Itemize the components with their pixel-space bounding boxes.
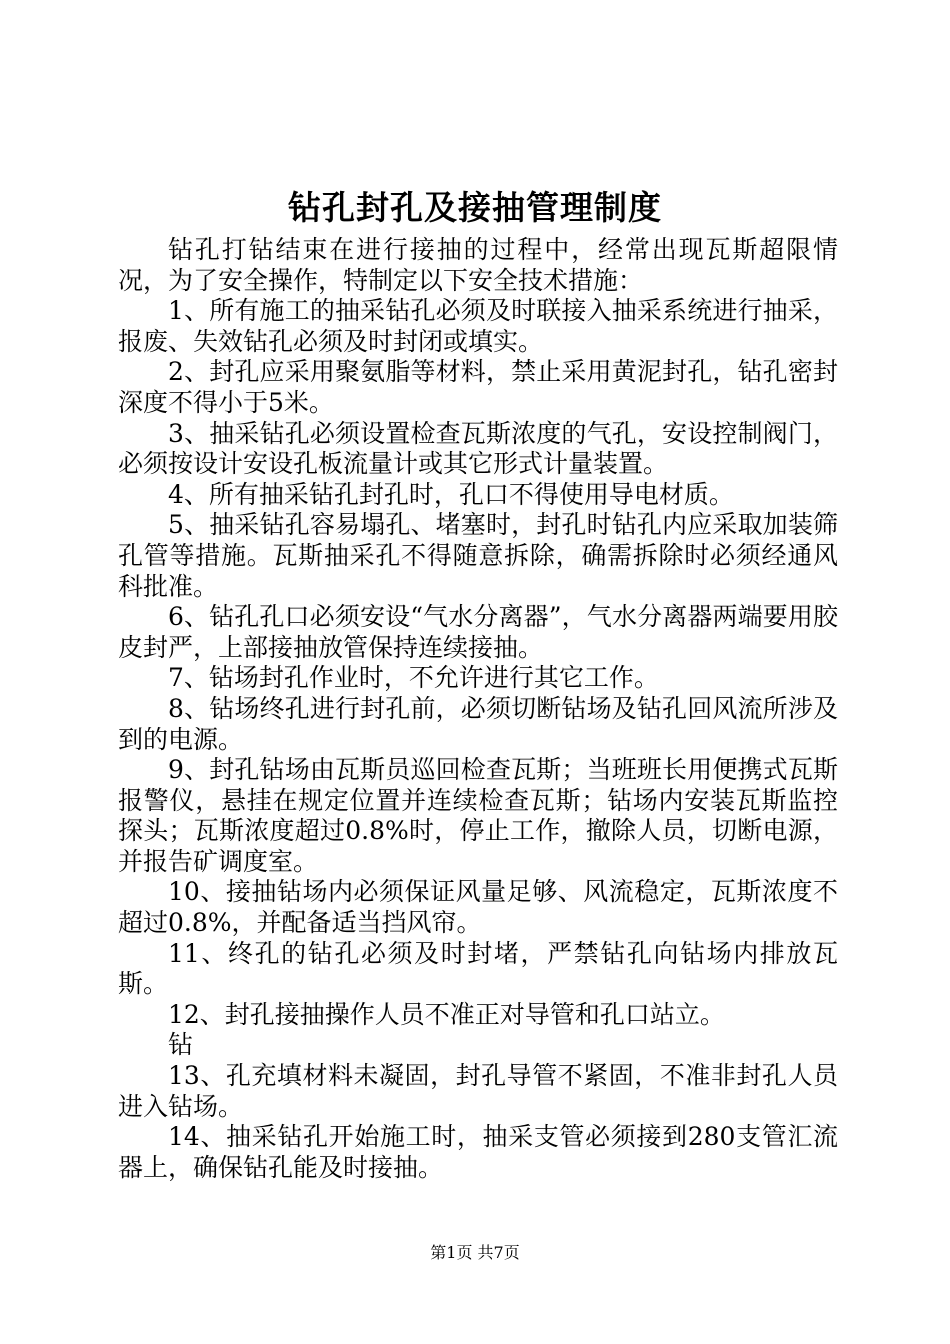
paragraph-item-14: 14、抽采钻孔开始施工时，抽采支管必须接到280支管汇流器上，确保钻孔能及时接抽。 xyxy=(118,1122,838,1182)
document-body xyxy=(118,235,838,1183)
paragraph-item-1: 1、所有施工的抽采钻孔必须及时联接入抽采系统进行抽采，报废、失效钻孔必须及时封闭或填实。 xyxy=(118,296,838,356)
paragraph-item-5: 5、抽采钻孔容易塌孔、堵塞时，封孔时钻孔内应采取加装筛孔管等措施。瓦斯抽采孔不得随意拆除，确需拆除时必须经通风科批准。 xyxy=(118,510,838,601)
document-title: 钻孔封孔及接抽管理制度 xyxy=(288,188,662,227)
paragraph-intro: 钻孔打钻结束在进行接抽的过程中，经常出现瓦斯超限情况，为了安全操作，特制定以下安全技术措施： xyxy=(118,235,838,295)
page-number-footer: 第1页 共7页 xyxy=(430,1243,520,1262)
paragraph-item-7: 7、钻场封孔作业时，不允许进行其它工作。 xyxy=(168,663,659,693)
paragraph-item-4: 4、所有抽采钻孔封孔时，孔口不得使用导电材质。 xyxy=(168,479,734,509)
paragraph-item-6: 6、钻孔孔口必须安设“气水分离器”，气水分离器两端要用胶皮封严，上部接抽放管保持连续接抽。 xyxy=(118,602,838,662)
paragraph-item-2: 2、封孔应采用聚氨脂等材料，禁止采用黄泥封孔，钻孔密封深度不得小于5米。 xyxy=(118,357,838,417)
paragraph-item-9: 9、封孔钻场由瓦斯员巡回检查瓦斯；当班班长用便携式瓦斯报警仪，悬挂在规定位置并连续检查瓦斯；钻场内安装瓦斯监控探头；瓦斯浓度超过0.8%时，停止工作，撤除人员，切断电源，并报告矿调度室。 xyxy=(118,755,838,876)
paragraph-item-10: 10、接抽钻场内必须保证风量足够、风流稳定，瓦斯浓度不超过0.8%，并配备适当挡风帘。 xyxy=(118,877,838,938)
paragraph-item-3: 3、抽采钻孔必须设置检查瓦斯浓度的气孔，安设控制阀门，必须按设计安设孔板流量计或其它形式计量装置。 xyxy=(118,418,838,479)
paragraph-item-13: 13、孔充填材料未凝固，封孔导管不紧固，不准非封孔人员进入钻场。 xyxy=(118,1061,838,1121)
paragraph-item-11: 11、终孔的钻孔必须及时封堵，严禁钻孔向钻场内排放瓦斯。 xyxy=(118,938,838,999)
paragraph-item-8: 8、钻场终孔进行封孔前，必须切断钻场及钻孔回风流所涉及到的电源。 xyxy=(118,693,838,754)
paragraph-fragment: 钻 xyxy=(168,1030,194,1060)
paragraph-item-12: 12、封孔接抽操作人员不准正对导管和孔口站立。 xyxy=(168,999,725,1029)
